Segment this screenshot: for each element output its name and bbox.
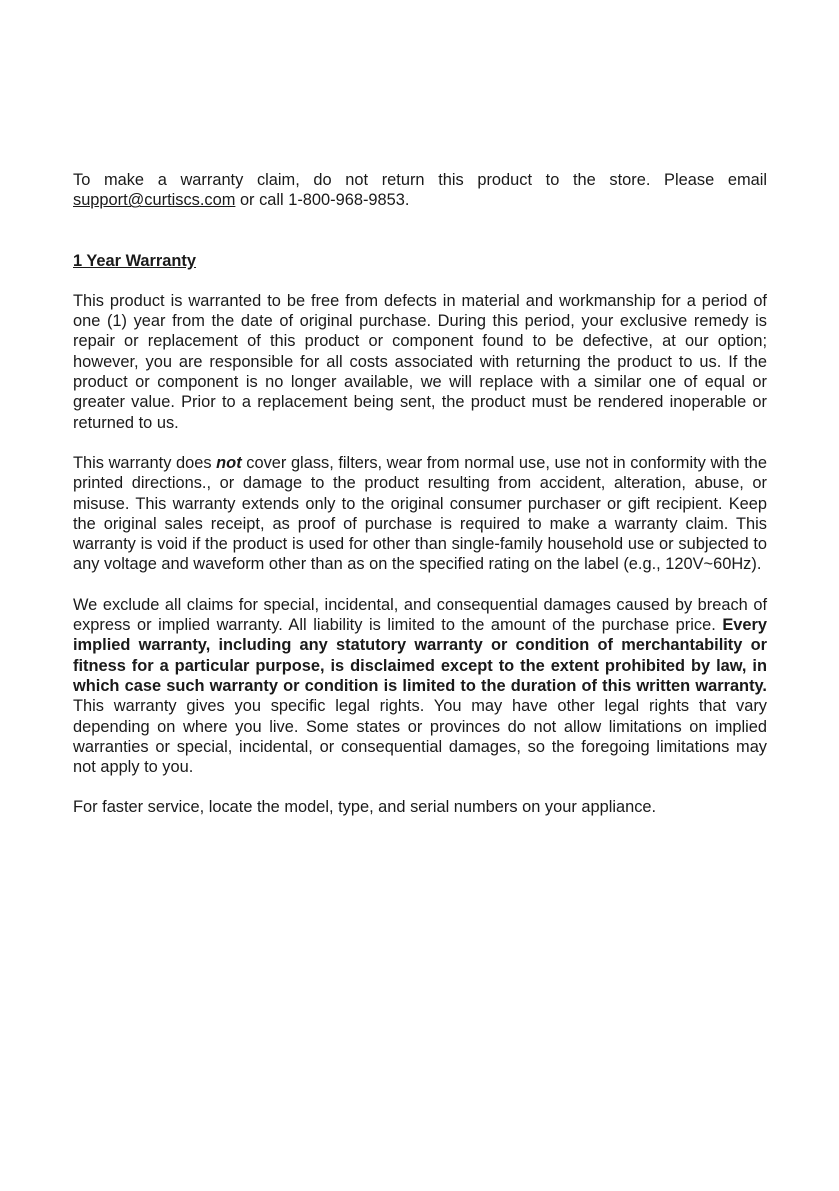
- support-email-link[interactable]: support@curtiscs.com: [73, 191, 236, 210]
- liability-text-after: This warranty gives you specific legal rights. You may have other legal rights that vary depending on where you live. Some states or provinces do not allow limitations on implied warranties or special, incidental, or consequential damages, so the foregoing limitations may not apply to you.: [73, 697, 767, 777]
- warranty-document: [73, 170, 767, 818]
- warranty-heading: 1 Year Warranty: [73, 251, 197, 270]
- liability-paragraph: [73, 595, 767, 778]
- intro-text-after: or call 1-800-968-9853.: [235, 191, 410, 210]
- warranty-claim-intro: [73, 170, 767, 211]
- liability-text-before: We exclude all claims for special, incidental, and consequential damages caused by breach of express or implied warranty. All liability is limited to the amount of the purchase price.: [73, 595, 767, 635]
- exclusions-text-after: cover glass, filters, wear from normal use, use not in conformity with the printed directions., or damage to the product resulting from accident, alteration, abuse, or misuse. This warranty extends only to the original consumer purchaser or gift recipient. Keep the original sales receipt, as proof of purchase is required to make a warranty claim. This warranty is void if the product is used for other than single-family household use or subjected to any voltage and waveform other than as on the specified rating on the label (e.g., 120V~60Hz).: [73, 453, 767, 574]
- warranty-exclusions-paragraph: [73, 453, 767, 575]
- exclusions-emphasis: not: [216, 453, 242, 472]
- warranty-coverage-paragraph: This product is warranted to be free from defects in material and workmanship for a period of one (1) year from the date of original purchase. During this period, your exclusive remedy is repair or replacement of this product or component found to be defective, at our option; however, you are responsible for all costs associated with returning the product to us. If the product or component is no longer available, we will replace with a similar one of equal or greater value. Prior to a replacement being sent, the product must be rendered inoperable or returned to us.: [73, 291, 767, 432]
- intro-text-before: To make a warranty claim, do not return this product to the store. Please email: [73, 171, 767, 189]
- exclusions-text-before: This warranty does: [73, 453, 217, 472]
- implied-warranty-disclaimer: Every implied warranty, including any statutory warranty or condition of merchantability or fitness for a particular purpose, is disclaimed except to the extent prohibited by law, in which case such warranty or condition is limited to the duration of this written warranty.: [73, 616, 767, 695]
- faster-service-note: For faster service, locate the model, type, and serial numbers on your appliance.: [73, 798, 657, 817]
